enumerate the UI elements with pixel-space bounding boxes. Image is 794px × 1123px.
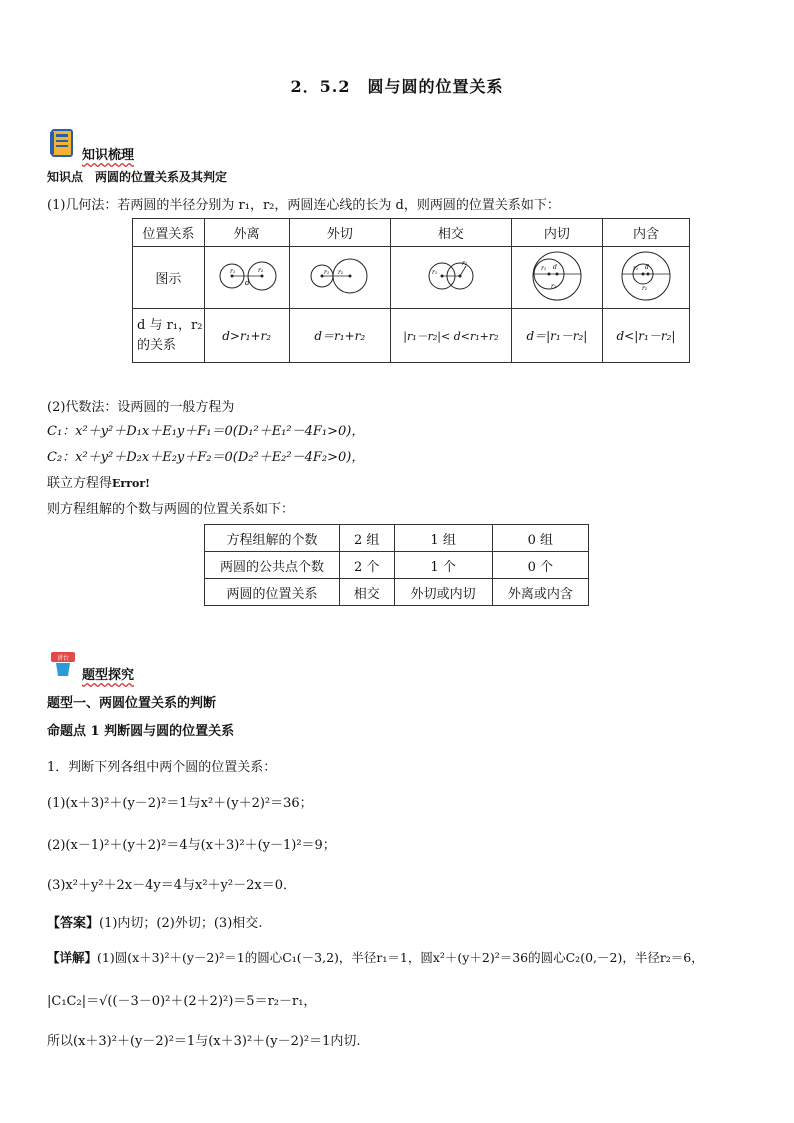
question-1-part-1: (1)(x＋3)²＋(y－2)²＝1与x²＋(y＋2)²＝36；: [47, 796, 313, 811]
detail-label: 【详解】: [47, 950, 98, 965]
answer-line: [47, 912, 262, 931]
table-header: 相交: [391, 219, 512, 247]
relation-cell: d<|r₁－r₂|: [602, 309, 689, 363]
table-cell: 0 个: [492, 552, 588, 579]
diagram-row-label: 图示: [133, 247, 205, 309]
table-header: 位置关系: [133, 219, 205, 247]
relation-row-label-line2: 的关系: [137, 337, 177, 353]
question-1-part-2: (2)(x－1)²＋(y＋2)²＝4与(x＋3)²＋(y－1)²＝9；: [47, 838, 336, 853]
circles-external-tangent-diagram: [300, 251, 380, 301]
svg-text:d: d: [244, 278, 250, 287]
relation-cell: |r₁－r₂|< d<r₁+r₂: [391, 309, 512, 363]
algebraic-method-intro: (2)代数法：设两圆的一般方程为: [47, 400, 235, 415]
table-header: 外切: [289, 219, 390, 247]
svg-text:r₂: r₂: [337, 268, 344, 276]
error-text: Error!: [112, 477, 150, 490]
table-header: 内切: [511, 219, 602, 247]
table-cell: 方程组解的个数: [205, 525, 340, 552]
page-title: 2．5.2 圆与圆的位置关系: [290, 77, 504, 96]
table-cell: 1 个: [394, 552, 492, 579]
section-title-question-types: 题型探究: [82, 668, 135, 683]
section-title-knowledge: 知识梳理: [82, 148, 135, 163]
svg-text:r₁: r₁: [632, 264, 639, 272]
diagram-internal-tangent: [511, 247, 602, 309]
svg-text:r₁: r₁: [431, 268, 438, 276]
svg-text:r₂: r₂: [641, 284, 648, 292]
position-relation-table: [132, 218, 690, 363]
diagram-separate: [204, 247, 289, 309]
table-cell: 外切或内切: [394, 579, 492, 606]
detail-line-1: [47, 948, 704, 966]
answer-text: (1)内切；(2)外切；(3)相交.: [99, 916, 263, 931]
podium-badge: 讲台: [56, 655, 70, 662]
table-cell: 两圆的公共点个数: [205, 552, 340, 579]
combine-text: 联立方程得: [47, 476, 113, 491]
svg-text:r₂: r₂: [461, 259, 468, 267]
geometric-method-intro: (1)几何法：若两圆的半径分别为 r₁，r₂，两圆连心线的长为 d，则两圆的位置关系如下：: [47, 198, 560, 213]
answer-label: 【答案】: [47, 916, 100, 931]
svg-text:r₁: r₁: [323, 268, 330, 276]
svg-text:r₁: r₁: [229, 267, 235, 275]
relation-cell: d＝r₁+r₂: [289, 309, 390, 363]
detail-line-3: 所以(x＋3)²＋(y－2)²＝1与(x＋3)²＋(y－2)²＝1内切.: [47, 1034, 361, 1049]
table-cell: 2 组: [339, 525, 394, 552]
question-1: 1．判断下列各组中两个圆的位置关系：: [47, 760, 277, 775]
detail-text-1: (1)圆(x＋3)²＋(y－2)²＝1的圆心C₁(－3,2)，半径r₁＝1，圆x²＋(y＋2)²＝36的圆心C₂(0,－2)，半径r₂＝6，: [97, 950, 704, 965]
circles-separate-diagram: [212, 251, 282, 301]
table-cell: 两圆的位置关系: [205, 579, 340, 606]
relation-cell: d＝|r₁－r₂|: [511, 309, 602, 363]
circles-internal-tangent-diagram: [527, 248, 587, 304]
table-cell: 外离或内含: [492, 579, 588, 606]
svg-text:r₁: r₁: [540, 264, 547, 272]
circles-intersect-diagram: [416, 251, 486, 301]
relation-row-label: [133, 309, 205, 363]
svg-text:r₂: r₂: [257, 266, 263, 274]
table2-intro: 则方程组解的个数与两圆的位置关系如下：: [47, 502, 295, 517]
circles-contain-diagram: [616, 248, 676, 304]
topic-heading: 命题点 1 判断圆与圆的位置关系: [47, 724, 235, 739]
diagram-intersect: [391, 247, 512, 309]
table-cell: 0 组: [492, 525, 588, 552]
table-header: 内含: [602, 219, 689, 247]
diagram-external-tangent: [289, 247, 390, 309]
svg-text:r₂: r₂: [550, 282, 557, 290]
table-cell: 2 个: [339, 552, 394, 579]
question-1-part-3: (3)x²＋y²＋2x－4y＝4与x²＋y²－2x＝0．: [47, 878, 296, 893]
question-type-heading: 题型一、两圆位置关系的判断: [47, 696, 217, 711]
relation-row-label-line1: d 与 r₁，r₂: [137, 317, 203, 333]
table-cell: 1 组: [394, 525, 492, 552]
detail-line-2: |C₁C₂|＝√((－3－0)²＋(2＋2)²)＝5＝r₂－r₁，: [47, 994, 317, 1009]
solution-count-table: [204, 524, 589, 606]
diagram-contain: [602, 247, 689, 309]
book-icon: [48, 128, 78, 158]
relation-cell: d>r₁+r₂: [204, 309, 289, 363]
circle-c1-equation: C₁：x²＋y²＋D₁x＋E₁y＋F₁＝0(D₁²＋E₁²－4F₁>0)，: [47, 424, 365, 439]
svg-text:d: d: [644, 263, 649, 271]
knowledge-point-heading: 知识点 两圆的位置关系及其判定: [47, 170, 228, 184]
svg-text:d: d: [552, 263, 557, 271]
table-header: 外离: [204, 219, 289, 247]
podium-icon: [48, 648, 78, 678]
circle-c2-equation: C₂：x²＋y²＋D₂x＋E₂y＋F₂＝0(D₂²＋E₂²－4F₂>0)，: [47, 450, 365, 465]
combine-equations: [47, 472, 150, 491]
table-cell: 相交: [339, 579, 394, 606]
